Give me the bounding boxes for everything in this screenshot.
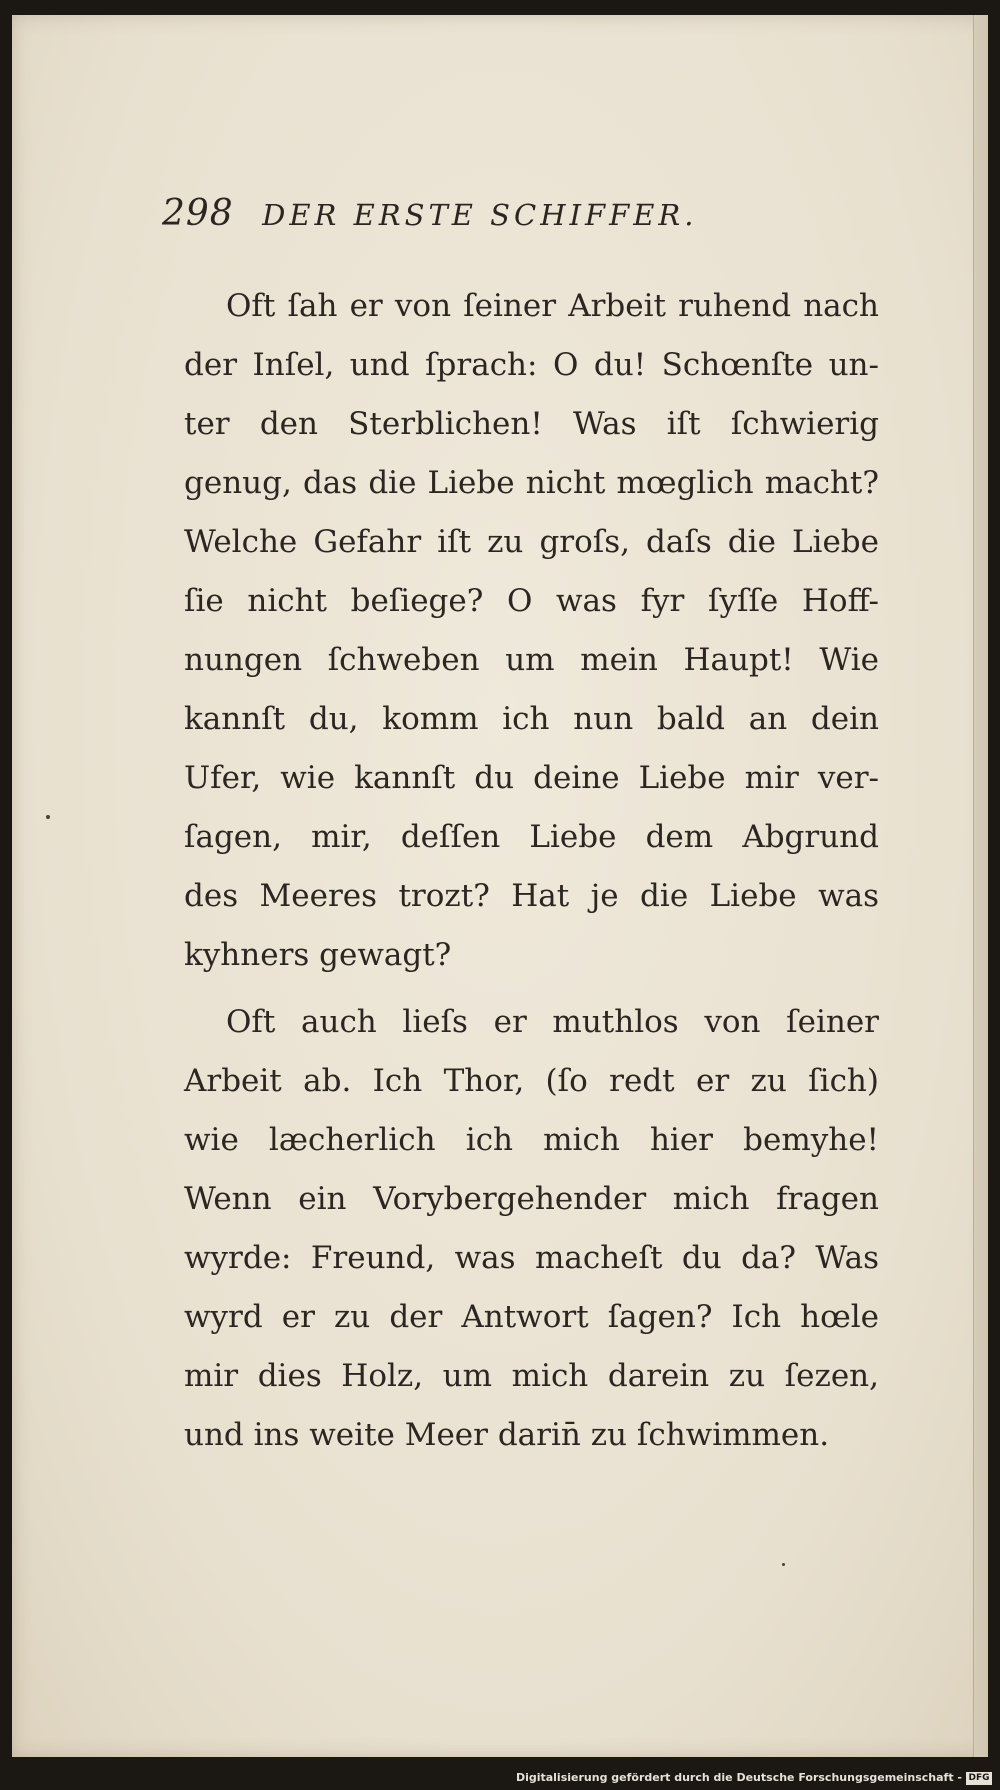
dfg-logo: DFG (966, 1772, 992, 1785)
paper-speck (782, 1563, 785, 1566)
text-line: der Inſel, und ſprach: O du! Schœnſte un- (184, 347, 879, 383)
text-line: genug, das die Liebe nicht mœglich macht? (184, 465, 879, 501)
text-line: Welche Gefahr iſt zu groſs, daſs die Liebe (184, 524, 879, 560)
text-line: ſie nicht beſiege? O was fyr ſyſſe Hoff- (184, 583, 879, 619)
book-page (12, 15, 988, 1757)
text-line: ter den Sterblichen! Was iſt ſchwierig (184, 406, 879, 442)
digitization-credit: Digitalisierung gefördert durch die Deutsche Forschungsgemeinschaft - (515, 1771, 962, 1784)
text-line: Oft ſah er von ſeiner Arbeit ruhend nach (226, 288, 879, 324)
text-line: nungen ſchweben um mein Haupt! Wie (184, 642, 879, 678)
text-line: des Meeres trozt? Hat je die Liebe was (184, 878, 879, 914)
text-line: und ins weite Meer darin̄ zu ſchwimmen. (184, 1417, 830, 1453)
text-line: kyhners gewagt? (184, 937, 452, 973)
text-line: wyrde: Freund, was macheſt du da? Was (184, 1240, 879, 1276)
text-line: ſagen, mir, deſſen Liebe dem Abgrund (184, 819, 879, 855)
paper-speck (46, 815, 50, 819)
text-line: mir dies Holz, um mich darein zu ſezen, (184, 1358, 879, 1394)
text-line: kannſt du, komm ich nun bald an dein (184, 701, 879, 737)
running-head (162, 193, 697, 234)
chapter-title: DER ERSTE SCHIFFER. (262, 198, 698, 232)
text-line: Ufer, wie kannſt du deine Liebe mir ver- (184, 760, 879, 796)
paragraph-1 (184, 277, 879, 985)
text-line: Arbeit ab. Ich Thor, (ſo redt er zu ſich) (184, 1063, 879, 1099)
text-line: Oft auch lieſs er muthlos von ſeiner (226, 1004, 879, 1040)
text-line: Wenn ein Vorybergehender mich fragen (184, 1181, 879, 1217)
page-edge (973, 15, 988, 1757)
paragraph-2 (184, 993, 879, 1465)
text-line: wyrd er zu der Antwort ſagen? Ich hœle (184, 1299, 879, 1335)
page-number: 298 (162, 193, 234, 234)
text-line: wie læcherlich ich mich hier bemyhe! (184, 1122, 879, 1158)
